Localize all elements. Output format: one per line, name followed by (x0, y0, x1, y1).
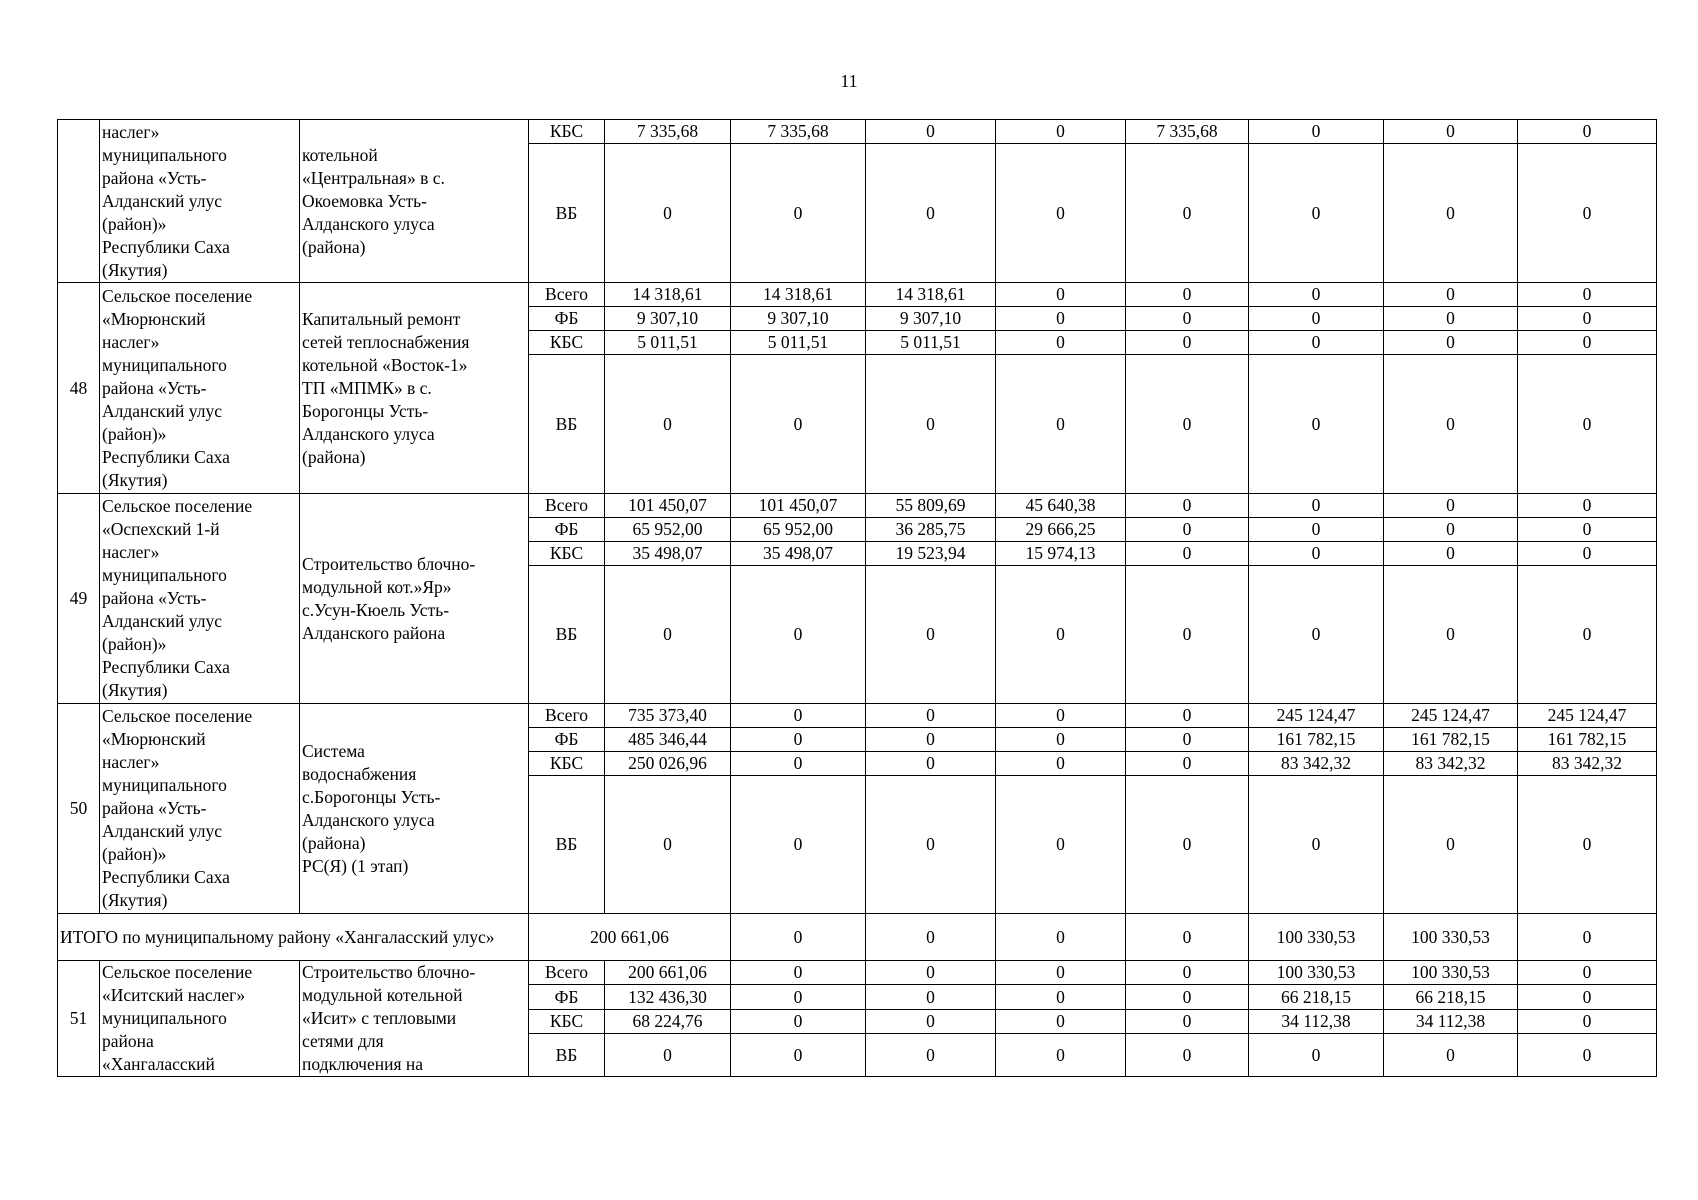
value-cell: 0 (1384, 518, 1518, 542)
value-cell: 0 (731, 728, 866, 752)
project-cell: Капитальный ремонт сетей теплоснабжения котельной «Восток-1» ТП «МПМК» в с. Борогонцы Усть- Алданского улуса (района) (300, 283, 529, 494)
value-cell: 0 (866, 961, 996, 985)
funding-source: Всего (529, 494, 605, 518)
total-value: 0 (1518, 914, 1657, 961)
value-cell: 0 (1126, 961, 1249, 985)
value-cell: 0 (1249, 542, 1384, 566)
page-number: 11 (840, 71, 858, 91)
value-cell: 0 (731, 776, 866, 914)
row-number: 50 (58, 704, 100, 914)
value-cell: 0 (1126, 331, 1249, 355)
table-row (58, 961, 1657, 985)
funding-source: ФБ (529, 518, 605, 542)
value-cell: 0 (996, 985, 1126, 1009)
value-cell: 0 (1249, 307, 1384, 331)
funding-source: Всего (529, 704, 605, 728)
value-cell: 5 011,51 (731, 331, 866, 355)
project-cell: Система водоснабжения с.Борогонцы Усть- Алданского улуса (района) РС(Я) (1 этап) (300, 704, 529, 914)
settlement-cell: наслег» муниципального района «Усть- Алданский улус (район)» Республики Саха (Якутия) (100, 120, 300, 283)
value-cell: 245 124,47 (1249, 704, 1384, 728)
value-cell: 0 (605, 776, 731, 914)
value-cell: 0 (1249, 120, 1384, 144)
funding-source: ВБ (529, 776, 605, 914)
value-cell: 0 (866, 704, 996, 728)
value-cell: 14 318,61 (605, 283, 731, 307)
value-cell: 0 (1126, 985, 1249, 1009)
total-value: 0 (996, 914, 1126, 961)
value-cell: 0 (1249, 518, 1384, 542)
funding-source: КБС (529, 752, 605, 776)
value-cell: 0 (1249, 1034, 1384, 1077)
value-cell: 0 (866, 144, 996, 283)
value-cell: 0 (996, 1009, 1126, 1033)
value-cell: 0 (1518, 355, 1657, 494)
total-row (58, 914, 1657, 961)
value-cell: 0 (1384, 120, 1518, 144)
funding-source: КБС (529, 542, 605, 566)
value-cell: 0 (996, 283, 1126, 307)
budget-table (57, 119, 1657, 1077)
value-cell: 100 330,53 (1249, 961, 1384, 985)
funding-source: КБС (529, 331, 605, 355)
value-cell: 68 224,76 (605, 1009, 731, 1033)
funding-source: ФБ (529, 307, 605, 331)
value-cell: 65 952,00 (731, 518, 866, 542)
value-cell: 83 342,32 (1384, 752, 1518, 776)
value-cell: 34 112,38 (1249, 1009, 1384, 1033)
value-cell: 5 011,51 (866, 331, 996, 355)
value-cell: 0 (1126, 518, 1249, 542)
value-cell: 83 342,32 (1249, 752, 1384, 776)
value-cell: 0 (996, 307, 1126, 331)
value-cell: 7 335,68 (605, 120, 731, 144)
value-cell: 0 (1249, 566, 1384, 704)
total-value: 0 (731, 914, 866, 961)
value-cell: 34 112,38 (1384, 1009, 1518, 1033)
value-cell: 35 498,07 (731, 542, 866, 566)
value-cell: 0 (1518, 1009, 1657, 1033)
value-cell: 0 (996, 331, 1126, 355)
value-cell: 101 450,07 (605, 494, 731, 518)
value-cell: 0 (1126, 752, 1249, 776)
value-cell: 101 450,07 (731, 494, 866, 518)
value-cell: 0 (1249, 144, 1384, 283)
value-cell: 0 (1126, 1034, 1249, 1077)
value-cell: 65 952,00 (605, 518, 731, 542)
value-cell: 0 (996, 704, 1126, 728)
funding-source: ФБ (529, 985, 605, 1009)
value-cell: 0 (1126, 144, 1249, 283)
value-cell: 0 (605, 144, 731, 283)
value-cell: 0 (1518, 776, 1657, 914)
value-cell: 0 (1384, 307, 1518, 331)
value-cell: 0 (731, 1034, 866, 1077)
value-cell: 0 (1518, 985, 1657, 1009)
value-cell: 9 307,10 (731, 307, 866, 331)
funding-source: ФБ (529, 728, 605, 752)
value-cell: 0 (1384, 1034, 1518, 1077)
total-value: 0 (866, 914, 996, 961)
value-cell: 0 (1518, 120, 1657, 144)
value-cell: 161 782,15 (1249, 728, 1384, 752)
value-cell: 0 (1518, 961, 1657, 985)
value-cell: 200 661,06 (605, 961, 731, 985)
value-cell: 7 335,68 (1126, 120, 1249, 144)
settlement-cell: Сельское поселение «Иситский наслег» муниципального района «Хангаласский (100, 961, 300, 1077)
value-cell: 0 (866, 120, 996, 144)
value-cell: 0 (866, 752, 996, 776)
value-cell: 0 (605, 355, 731, 494)
value-cell: 29 666,25 (996, 518, 1126, 542)
value-cell: 0 (731, 961, 866, 985)
value-cell: 66 218,15 (1384, 985, 1518, 1009)
total-value: 100 330,53 (1249, 914, 1384, 961)
value-cell: 0 (731, 144, 866, 283)
project-cell: Строительство блочно- модульной котельной «Исит» с тепловыми сетями для подключения на (300, 961, 529, 1077)
value-cell: 15 974,13 (996, 542, 1126, 566)
row-number: 49 (58, 494, 100, 704)
value-cell: 0 (866, 1034, 996, 1077)
value-cell: 35 498,07 (605, 542, 731, 566)
value-cell: 83 342,32 (1518, 752, 1657, 776)
table-row (58, 120, 1657, 144)
value-cell: 0 (1384, 283, 1518, 307)
table-row (58, 704, 1657, 728)
funding-source: КБС (529, 1009, 605, 1033)
value-cell: 0 (1384, 355, 1518, 494)
value-cell: 0 (1384, 776, 1518, 914)
value-cell: 0 (731, 566, 866, 704)
value-cell: 0 (996, 1034, 1126, 1077)
value-cell: 0 (1384, 542, 1518, 566)
value-cell: 0 (1126, 566, 1249, 704)
value-cell: 0 (1126, 776, 1249, 914)
value-cell: 0 (996, 728, 1126, 752)
value-cell: 14 318,61 (866, 283, 996, 307)
value-cell: 0 (1126, 728, 1249, 752)
value-cell: 0 (996, 752, 1126, 776)
value-cell: 19 523,94 (866, 542, 996, 566)
value-cell: 0 (1249, 776, 1384, 914)
table-row (58, 283, 1657, 307)
value-cell: 250 026,96 (605, 752, 731, 776)
value-cell: 0 (1518, 331, 1657, 355)
value-cell: 0 (1249, 331, 1384, 355)
value-cell: 0 (1126, 355, 1249, 494)
value-cell: 45 640,38 (996, 494, 1126, 518)
funding-source: КБС (529, 120, 605, 144)
project-cell: Строительство блочно- модульной кот.»Яр» с.Усун-Кюель Усть- Алданского района (300, 494, 529, 704)
value-cell: 0 (605, 1034, 731, 1077)
value-cell: 0 (731, 985, 866, 1009)
value-cell: 0 (731, 1009, 866, 1033)
table-row (58, 494, 1657, 518)
value-cell: 245 124,47 (1384, 704, 1518, 728)
value-cell: 0 (1384, 566, 1518, 704)
value-cell: 0 (866, 776, 996, 914)
value-cell: 161 782,15 (1384, 728, 1518, 752)
value-cell: 0 (1518, 542, 1657, 566)
value-cell: 0 (1126, 283, 1249, 307)
value-cell: 0 (1126, 307, 1249, 331)
value-cell: 0 (866, 566, 996, 704)
value-cell: 0 (1249, 494, 1384, 518)
value-cell: 0 (605, 566, 731, 704)
funding-source: Всего (529, 283, 605, 307)
row-number: 51 (58, 961, 100, 1077)
value-cell: 161 782,15 (1518, 728, 1657, 752)
total-value: 100 330,53 (1384, 914, 1518, 961)
settlement-cell: Сельское поселение «Мюрюнский наслег» муниципального района «Усть- Алданский улус (район)» Республики Саха (Якутия) (100, 283, 300, 494)
table-body (58, 120, 1657, 1077)
funding-source: ВБ (529, 1034, 605, 1077)
value-cell: 132 436,30 (605, 985, 731, 1009)
value-cell: 0 (731, 355, 866, 494)
value-cell: 0 (1518, 518, 1657, 542)
value-cell: 9 307,10 (605, 307, 731, 331)
value-cell: 5 011,51 (605, 331, 731, 355)
total-value: 200 661,06 (529, 914, 731, 961)
value-cell: 0 (1384, 494, 1518, 518)
value-cell: 66 218,15 (1249, 985, 1384, 1009)
funding-source: ВБ (529, 566, 605, 704)
value-cell: 0 (1518, 144, 1657, 283)
value-cell: 0 (866, 1009, 996, 1033)
value-cell: 0 (1126, 494, 1249, 518)
value-cell: 0 (1518, 494, 1657, 518)
value-cell: 735 373,40 (605, 704, 731, 728)
funding-source: ВБ (529, 144, 605, 283)
funding-source: ВБ (529, 355, 605, 494)
value-cell: 0 (1518, 307, 1657, 331)
value-cell: 0 (996, 566, 1126, 704)
value-cell: 0 (996, 355, 1126, 494)
value-cell: 0 (1126, 704, 1249, 728)
funding-source: Всего (529, 961, 605, 985)
value-cell: 0 (1126, 542, 1249, 566)
value-cell: 0 (996, 120, 1126, 144)
total-label: ИТОГО по муниципальному району «Хангаласский улус» (58, 914, 529, 961)
settlement-cell: Сельское поселение «Оспехский 1-й наслег» муниципального района «Усть- Алданский улус (район)» Республики Саха (Якутия) (100, 494, 300, 704)
value-cell: 14 318,61 (731, 283, 866, 307)
value-cell: 0 (996, 144, 1126, 283)
value-cell: 485 346,44 (605, 728, 731, 752)
value-cell: 0 (1384, 331, 1518, 355)
value-cell: 9 307,10 (866, 307, 996, 331)
value-cell: 0 (1126, 1009, 1249, 1033)
value-cell: 0 (866, 985, 996, 1009)
value-cell: 0 (996, 961, 1126, 985)
value-cell: 0 (1249, 283, 1384, 307)
value-cell: 100 330,53 (1384, 961, 1518, 985)
value-cell: 7 335,68 (731, 120, 866, 144)
value-cell: 0 (731, 752, 866, 776)
value-cell: 0 (1249, 355, 1384, 494)
value-cell: 0 (1518, 566, 1657, 704)
row-number (58, 120, 100, 283)
project-cell: котельной «Центральная» в с. Окоемовка Усть- Алданского улуса (района) (300, 120, 529, 283)
settlement-cell: Сельское поселение «Мюрюнский наслег» муниципального района «Усть- Алданский улус (район)» Республики Саха (Якутия) (100, 704, 300, 914)
value-cell: 0 (1518, 1034, 1657, 1077)
value-cell: 0 (1384, 144, 1518, 283)
value-cell: 245 124,47 (1518, 704, 1657, 728)
value-cell: 0 (996, 776, 1126, 914)
value-cell: 0 (866, 355, 996, 494)
value-cell: 0 (731, 704, 866, 728)
row-number: 48 (58, 283, 100, 494)
value-cell: 0 (866, 728, 996, 752)
value-cell: 55 809,69 (866, 494, 996, 518)
value-cell: 36 285,75 (866, 518, 996, 542)
total-value: 0 (1126, 914, 1249, 961)
value-cell: 0 (1518, 283, 1657, 307)
